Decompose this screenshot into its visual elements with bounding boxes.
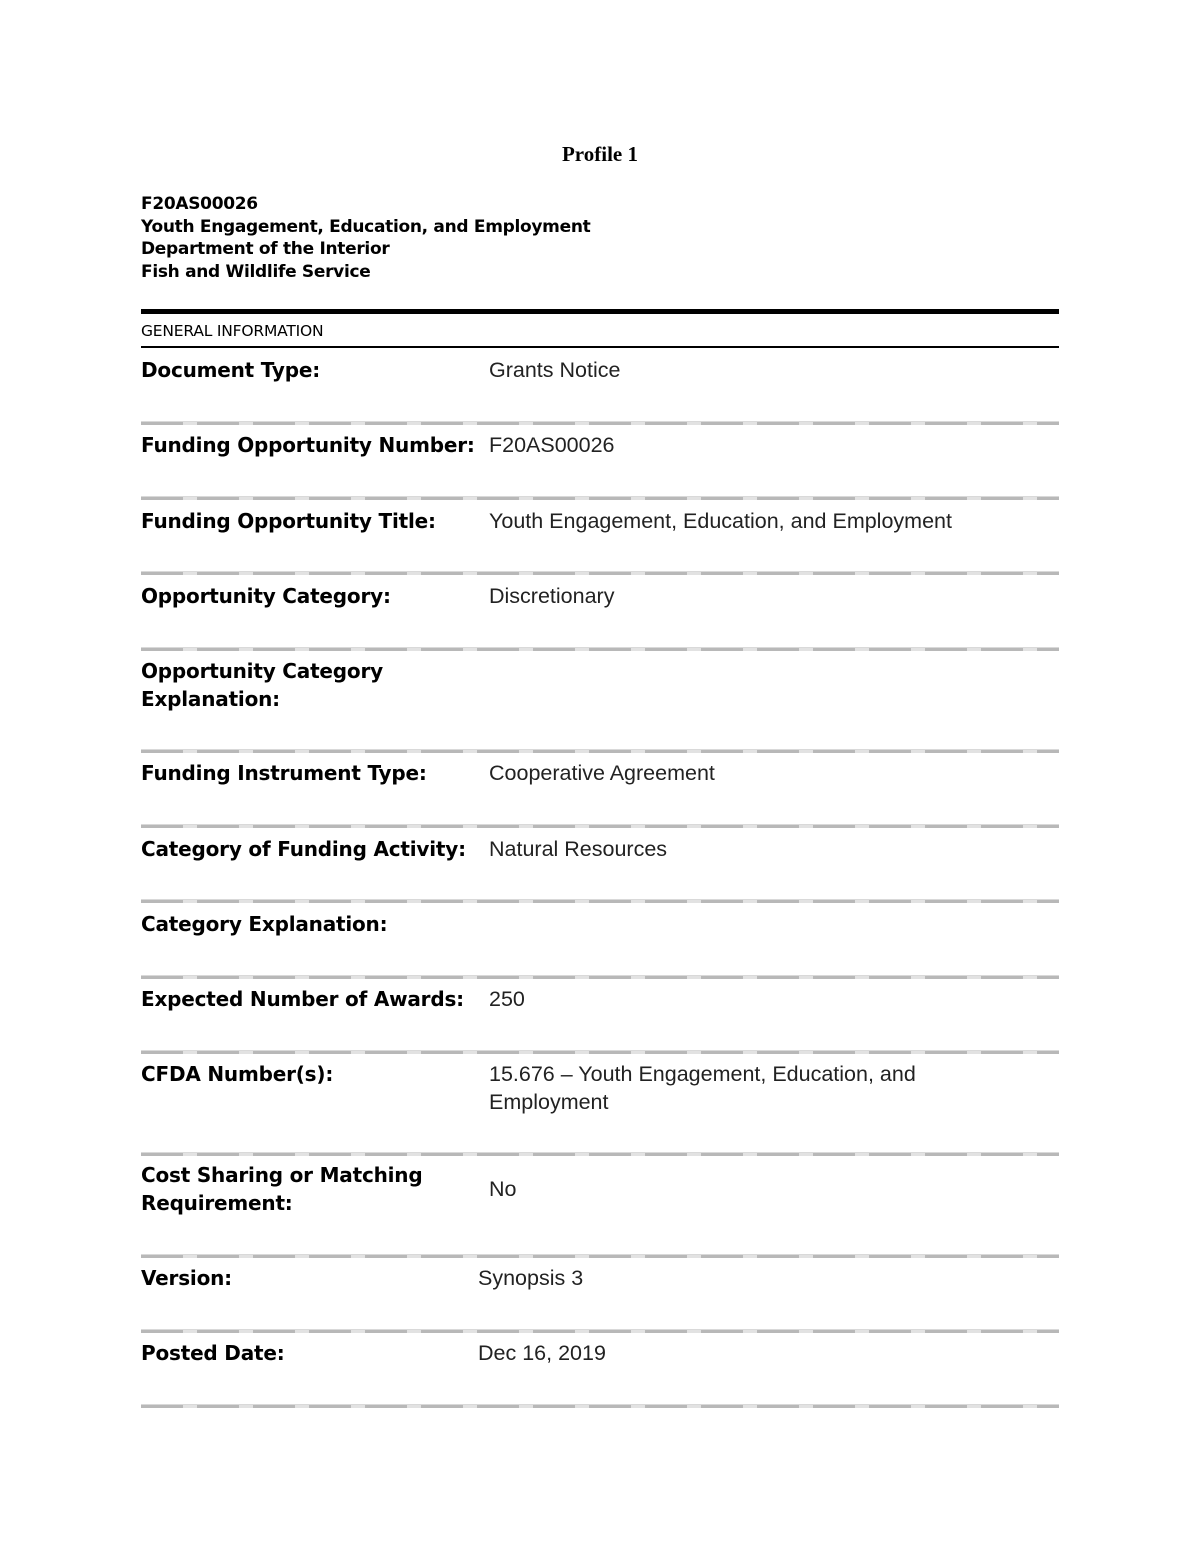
row-divider xyxy=(141,496,1059,500)
field-value: Discretionary xyxy=(489,584,615,608)
row-divider xyxy=(141,1404,1059,1408)
field-value: Dec 16, 2019 xyxy=(478,1341,606,1365)
field-label: Funding Opportunity Number: xyxy=(141,433,475,457)
field-value: Grants Notice xyxy=(489,358,621,382)
field-label: Funding Instrument Type: xyxy=(141,761,427,785)
row-divider xyxy=(141,899,1059,903)
field-value: 15.676 – Youth Engagement, Education, and Employment xyxy=(489,1062,916,1114)
field-value: Synopsis 3 xyxy=(478,1266,584,1290)
field-value: No xyxy=(489,1177,517,1201)
field-label: Category Explanation: xyxy=(141,912,388,936)
field-value: Youth Engagement, Education, and Employment xyxy=(489,509,952,533)
opportunity-header xyxy=(141,193,590,283)
field-label: Cost Sharing or Matching Requirement: xyxy=(141,1163,423,1215)
field-label: Opportunity Category: xyxy=(141,584,391,608)
header-agency: Fish and Wildlife Service xyxy=(141,261,371,282)
field-label: Document Type: xyxy=(141,358,320,382)
field-value: Natural Resources xyxy=(489,837,668,861)
row-divider xyxy=(141,1329,1059,1333)
field-value: Cooperative Agreement xyxy=(489,761,715,785)
header-department: Department of the Interior xyxy=(141,239,390,259)
row-divider xyxy=(141,1050,1059,1054)
row-divider xyxy=(141,1152,1059,1156)
field-label: Opportunity Category Explanation: xyxy=(141,659,383,711)
row-divider xyxy=(141,421,1059,425)
row-divider xyxy=(141,647,1059,651)
row-divider xyxy=(141,824,1059,828)
field-label: Expected Number of Awards: xyxy=(141,987,464,1011)
field-label: Version: xyxy=(141,1266,232,1290)
row-divider xyxy=(141,749,1059,753)
header-number: F20AS00026 xyxy=(141,194,258,214)
row-divider xyxy=(141,571,1059,575)
field-value: 250 xyxy=(489,987,525,1011)
section-top-rule xyxy=(141,309,1059,314)
section-bottom-rule xyxy=(141,346,1059,348)
field-value: F20AS00026 xyxy=(489,433,615,457)
field-label: Posted Date: xyxy=(141,1341,285,1365)
header-program: Youth Engagement, Education, and Employment xyxy=(141,216,591,237)
field-label: Funding Opportunity Title: xyxy=(141,509,436,533)
page-title: Profile 1 xyxy=(561,142,638,166)
row-divider xyxy=(141,1254,1059,1258)
field-label: CFDA Number(s): xyxy=(141,1062,334,1086)
row-divider xyxy=(141,975,1059,979)
section-label: GENERAL INFORMATION xyxy=(141,322,324,340)
field-label: Category of Funding Activity: xyxy=(141,837,466,861)
